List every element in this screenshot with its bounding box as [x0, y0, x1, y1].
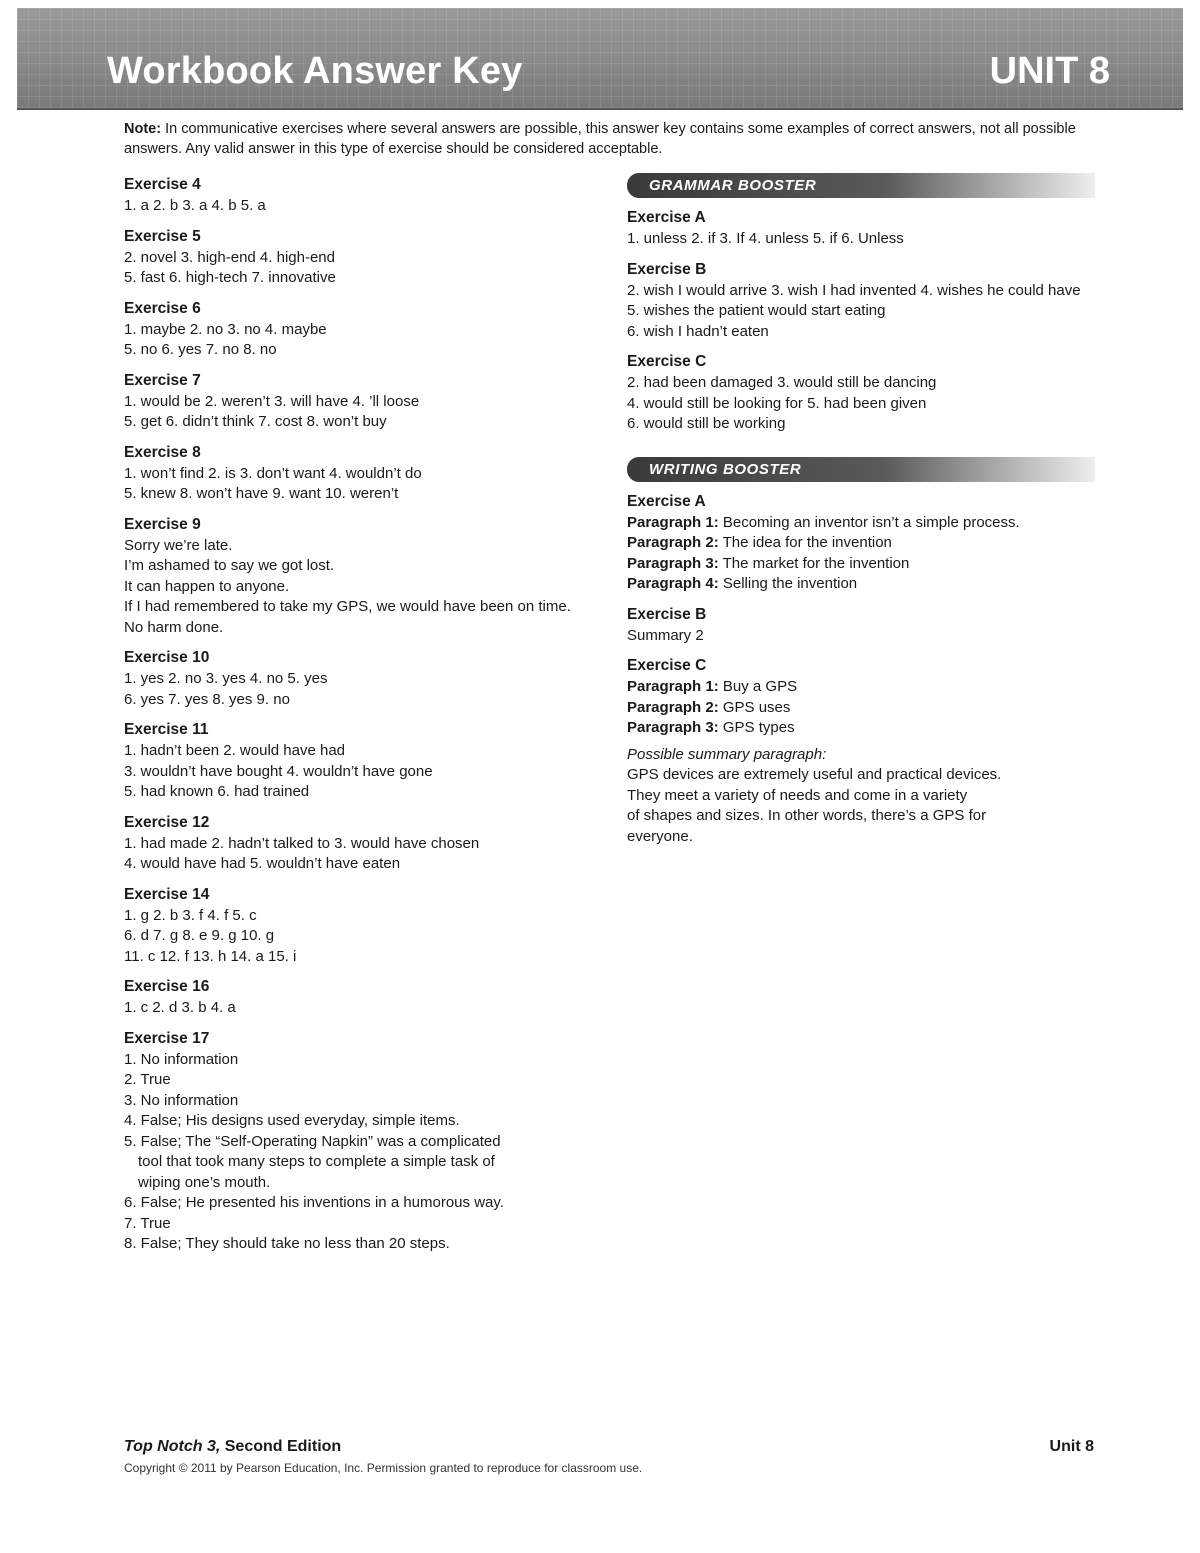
exercise-title: Exercise A [627, 209, 706, 226]
answer-line: Summary 2 [627, 626, 704, 644]
answer-line: 5. fast 6. high-tech 7. innovative [124, 269, 336, 286]
exercise-8 [124, 441, 594, 505]
answer-line: 6. would still be working [627, 415, 786, 432]
note-text: In communicative exercises where several answers are possible, this answer key contains some examples of correct answers, not all possible answers. Any valid answer in this type of exercise should be considered acceptable. [124, 121, 1076, 157]
note-label: Note: [124, 121, 162, 137]
answer-line: 6. yes 7. yes 8. yes 9. no [124, 690, 290, 708]
writing-booster-heading: WRITING BOOSTER [627, 457, 1095, 482]
answer-line: 5. get 6. didn’t think 7. cost 8. won’t buy [124, 413, 387, 430]
exercise-16 [124, 975, 594, 1019]
answer-line: 8. False; They should take no less than 20 steps. [124, 1235, 450, 1252]
answer-line: 1. a 2. b 3. a 4. b 5. a [124, 197, 266, 214]
exercise-title: Exercise 4 [124, 176, 201, 193]
writing-exercise-c [627, 654, 1097, 847]
answer-line: 1. No information [124, 1050, 239, 1068]
answer-line: 4. would have had 5. wouldn’t have eaten [124, 855, 401, 872]
paragraph-line [627, 533, 1097, 554]
footer-book-title [124, 1438, 341, 1456]
answer-line: 3. wouldn’t have bought 4. wouldn’t have gone [124, 762, 433, 780]
footer-edition: Second Edition [220, 1438, 342, 1455]
unit-label: UNIT 8 [989, 50, 1110, 92]
footer-unit: Unit 8 [1049, 1438, 1094, 1455]
paragraph-text: GPS uses [718, 698, 791, 716]
paragraph-text: The idea for the invention [718, 534, 892, 551]
paragraph-line [627, 698, 1097, 719]
answer-line: 5. False; The “Self-Operating Napkin” was a complicated [124, 1132, 501, 1150]
exercise-title: Exercise 14 [124, 885, 210, 903]
exercise-title: Exercise 5 [124, 227, 201, 245]
exercise-title: Exercise 9 [124, 515, 201, 533]
exercise-12 [124, 811, 594, 875]
grammar-exercise-b [627, 258, 1097, 343]
writing-exercise-a [627, 490, 1097, 595]
paragraph-label: Paragraph 1: [627, 678, 719, 695]
paragraph-line [627, 574, 1097, 595]
exercise-title: Exercise C [627, 353, 707, 370]
exercise-title: Exercise 16 [124, 978, 210, 995]
paragraph-text: The market for the invention [718, 554, 910, 572]
answer-line: 2. wish I would arrive 3. wish I had invented 4. wishes he could have 5. wishes the patient would start eating [627, 281, 1081, 319]
exercise-title: Exercise 8 [124, 443, 201, 461]
paragraph-text: Becoming an inventor isn’t a simple process. [718, 513, 1020, 531]
answer-line: If I had remembered to take my GPS, we would have been on time. [124, 598, 571, 615]
exercise-11 [124, 718, 594, 803]
grammar-exercise-a [627, 206, 1097, 250]
answer-line: I’m ashamed to say we got lost. [124, 557, 335, 574]
summary-line: everyone. [627, 827, 693, 845]
answer-line: No harm done. [124, 618, 224, 636]
answer-line: 1. maybe 2. no 3. no 4. maybe [124, 320, 327, 338]
answer-line: 1. had made 2. hadn’t talked to 3. would have chosen [124, 834, 480, 852]
copyright: Copyright © 2011 by Pearson Education, Inc. Permission granted to reproduce for classroom use. [124, 1461, 643, 1475]
writing-exercise-b [627, 603, 1097, 647]
answer-line: 1. c 2. d 3. b 4. a [124, 999, 236, 1016]
summary-label: Possible summary paragraph: [627, 745, 827, 763]
summary-line: of shapes and sizes. In other words, there’s a GPS for [627, 807, 987, 824]
paragraph-label: Paragraph 2: [627, 698, 719, 716]
exercise-4 [124, 173, 594, 217]
answer-line: 6. wish I hadn’t eaten [627, 322, 769, 340]
paragraph-line [627, 718, 1097, 739]
exercise-5 [124, 225, 594, 289]
answer-line: 4. False; His designs used everyday, simple items. [124, 1112, 460, 1129]
grammar-exercise-c [627, 350, 1097, 435]
answer-line: It can happen to anyone. [124, 577, 290, 595]
answer-line: 1. unless 2. if 3. If 4. unless 5. if 6. Unless [627, 230, 904, 247]
answer-line: 5. had known 6. had trained [124, 783, 310, 800]
answer-line: 1. yes 2. no 3. yes 4. no 5. yes [124, 670, 328, 687]
exercise-title: Exercise B [627, 260, 707, 278]
exercise-title: Exercise B [627, 605, 707, 623]
note [124, 119, 1084, 159]
paragraph-label: Paragraph 2: [627, 534, 719, 551]
exercise-14 [124, 883, 594, 968]
paragraph-label: Paragraph 3: [627, 554, 719, 572]
grammar-booster-heading: GRAMMAR BOOSTER [627, 173, 1095, 198]
exercise-title: Exercise C [627, 657, 707, 674]
exercise-9 [124, 513, 594, 639]
answer-line: 5. knew 8. won’t have 9. want 10. weren’t [124, 485, 399, 502]
answer-line: 1. hadn’t been 2. would have had [124, 742, 346, 759]
answer-line: wiping one’s mouth. [138, 1173, 271, 1191]
exercise-title: Exercise A [627, 492, 706, 510]
answer-line: 6. d 7. g 8. e 9. g 10. g [124, 927, 275, 944]
answer-line: Sorry we’re late. [124, 536, 233, 554]
paragraph-label: Paragraph 1: [627, 513, 719, 531]
exercise-title: Exercise 11 [124, 721, 209, 738]
exercise-6 [124, 297, 594, 361]
answer-line: 2. novel 3. high-end 4. high-end [124, 248, 335, 266]
footer-book: Top Notch 3, [124, 1438, 221, 1455]
exercise-10 [124, 646, 594, 710]
exercise-title: Exercise 6 [124, 299, 201, 317]
answer-line: 6. False; He presented his inventions in a humorous way. [124, 1194, 504, 1211]
answer-line: tool that took many steps to complete a simple task of [138, 1153, 495, 1170]
left-column [124, 173, 594, 1263]
paragraph-line [627, 554, 1097, 575]
answer-line: 2. had been damaged 3. would still be dancing [627, 374, 937, 391]
answer-line: 11. c 12. f 13. h 14. a 15. i [124, 947, 297, 965]
answer-line: 1. won’t find 2. is 3. don’t want 4. wouldn’t do [124, 464, 422, 482]
exercise-title: Exercise 17 [124, 1029, 210, 1047]
paragraph-label: Paragraph 3: [627, 719, 719, 736]
exercise-title: Exercise 12 [124, 813, 210, 831]
paragraph-text: Selling the invention [718, 575, 858, 592]
paragraph-text: GPS types [718, 719, 795, 736]
answer-line: 7. True [124, 1214, 171, 1232]
answer-line: 5. no 6. yes 7. no 8. no [124, 341, 277, 358]
exercise-17 [124, 1027, 594, 1255]
answer-line: 4. would still be looking for 5. had been given [627, 394, 927, 412]
exercise-title: Exercise 7 [124, 371, 201, 389]
paragraph-label: Paragraph 4: [627, 575, 719, 592]
summary-line: They meet a variety of needs and come in a variety [627, 786, 968, 804]
exercise-title: Exercise 10 [124, 649, 210, 666]
right-column [627, 173, 1097, 855]
paragraph-line [627, 677, 1097, 698]
answer-line: 1. g 2. b 3. f 4. f 5. c [124, 906, 257, 924]
page-title: Workbook Answer Key [107, 50, 523, 92]
answer-line: 1. would be 2. weren’t 3. will have 4. ’ll loose [124, 392, 420, 410]
summary-line: GPS devices are extremely useful and practical devices. [627, 766, 1002, 783]
answer-line: 3. No information [124, 1091, 239, 1109]
paragraph-line [627, 513, 1097, 534]
exercise-7 [124, 369, 594, 433]
answer-line: 2. True [124, 1071, 171, 1088]
paragraph-text: Buy a GPS [718, 678, 798, 695]
